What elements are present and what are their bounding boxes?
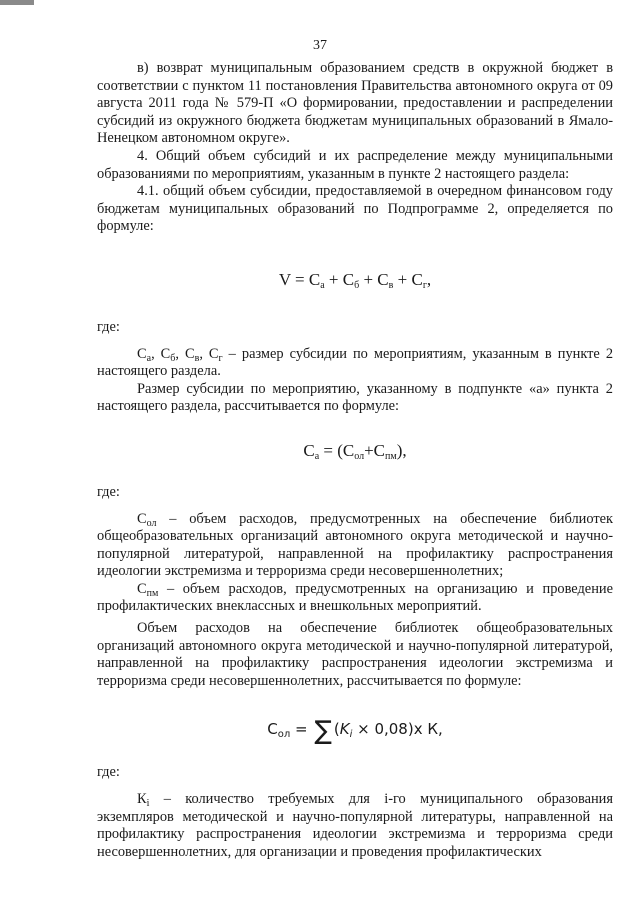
- paragraph-item-v: в) возврат муниципальным образованием средств в окружной бюджет в соответствии с пунктом 11 постановления Правительства автономного округа от 09 августа 2011 года № 579-П «О формировании, предоставлении и распределении субсидий из окружного бюджета бюджетам муниципальных образований в Ямало-Ненецком автономном округе».: [97, 60, 613, 147]
- definition-k-i: $К_i$ – количество требуемых для i-го муниципального образования экземпляров методической и научно-популярной литературы, направленной на профилактику распространения идеологии экстремизма и терроризма среди несовершеннолетних, для организации и проведения профилактических: [97, 791, 613, 860]
- formula-c-ol: $С_{ол}$ = ∑ $(K_i \times 0,08)х$ К,: [267, 716, 443, 747]
- where-label-2: где:: [97, 483, 120, 500]
- paragraph-4-1: 4.1. общий объем субсидии, предоставляемой в очередном финансовом году бюджетам муниципальных образований по Подпрограмме 2, определяется по формуле:: [97, 183, 613, 235]
- scan-edge-mark: [0, 0, 34, 5]
- sum-symbol: ∑: [314, 716, 332, 747]
- document-body: [97, 60, 613, 861]
- formula-total-volume: $V = С_а + С_б + С_в + С_г$,: [278, 269, 432, 291]
- paragraph-4: 4. Общий объем субсидий и их распределение между муниципальными образованиями по мероприятиям, указанным в пункте 2 настоящего раздела:: [97, 147, 613, 182]
- definition-c-ol: $С_{ол}$ – объем расходов, предусмотренных на обеспечение библиотек общеобразовательных организаций автономного округа методической и научно-популярной литературой, направленной на профилактику распространения идеологии экстремизма и терроризма среди несовершеннолетних;: [97, 510, 613, 580]
- page-number: 37: [313, 38, 327, 53]
- where-label: где:: [97, 318, 120, 335]
- formula-c-a: $С_а = (С_{ол}+С_{пм})$,: [303, 440, 407, 462]
- where-label-3: где:: [97, 764, 120, 781]
- definition-c-variables: $С_а$, $С_б$, $С_в$, $С_г$ – размер субсидии по мероприятиям, указанным в пункте 2 настоящего раздела.: [97, 345, 614, 380]
- paragraph-size-a: Размер субсидии по мероприятию, указанному в подпункте «а» пункта 2 настоящего раздела, рассчитывается по формуле:: [97, 380, 613, 415]
- definition-c-pm: $С_{пм}$ – объем расходов, предусмотренных на организацию и проведение профилактических внеклассных и внешкольных мероприятий.: [97, 580, 613, 615]
- paragraph-volume: Объем расходов на обеспечение библиотек общеобразовательных организаций автономного округа методической и научно-популярной литературой, направленной на профилактику распространения идеологии экстремизма и терроризма среди несовершеннолетних, рассчитывается по формуле:: [97, 620, 613, 689]
